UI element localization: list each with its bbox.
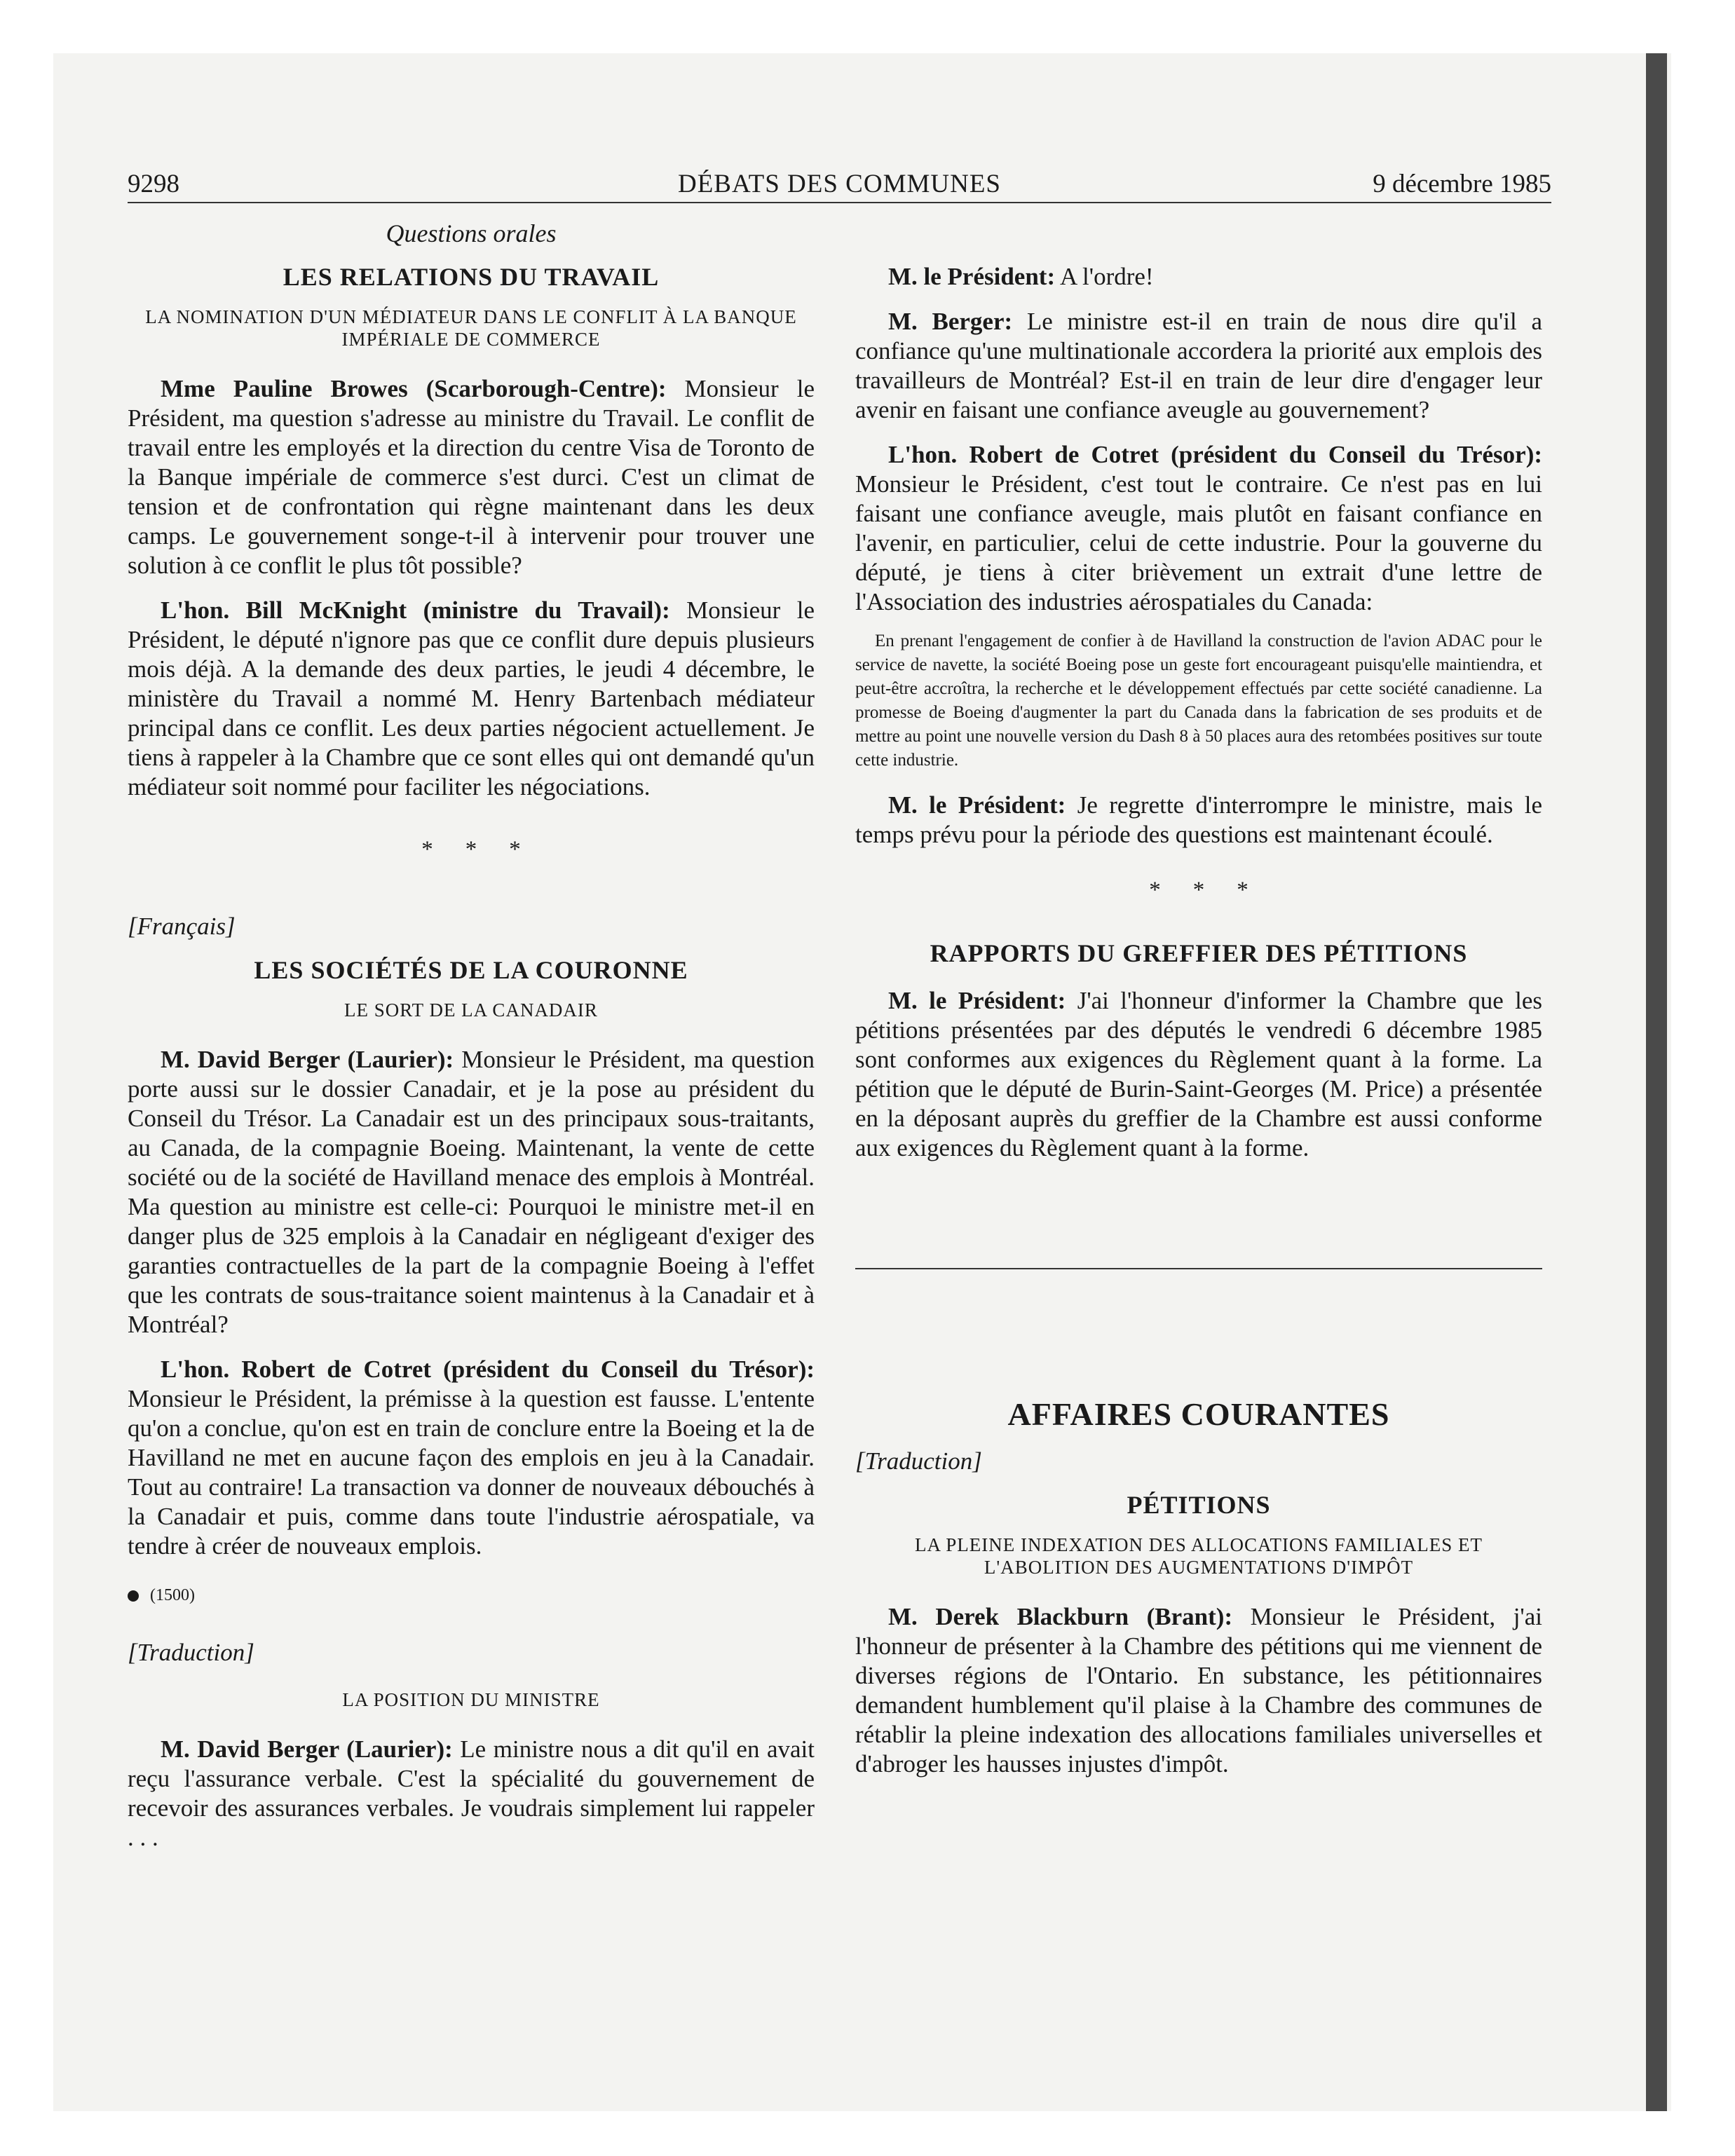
section-heading-major: AFFAIRES COURANTES xyxy=(1007,1396,1390,1432)
rubric: Questions orales xyxy=(386,219,557,247)
speech-text: A l'ordre! xyxy=(1055,263,1154,290)
time-stamp xyxy=(128,1581,815,1610)
speaker-name: L'hon. Robert de Cotret (président du Conseil du Trésor): xyxy=(888,441,1542,468)
speaker-name: L'hon. Robert de Cotret (président du Conseil du Trésor): xyxy=(161,1356,815,1383)
speech-text: Le ministre est-il en train de nous dire qu'il a confiance qu'une multinationale accordera la priorité aux emplois des travailleurs de Montréal? Est-il en train de leur dire d'engager leur avenir en faisant une confiance aveugle au gouvernement? xyxy=(855,308,1542,423)
speaker-name: M. David Berger (Laurier): xyxy=(161,1735,453,1763)
block-quote: En prenant l'engagement de confier à de Havilland la construction de l'avion ADAC pour le service de navette, la société Boeing pose un geste fort encourageant puisqu'elle maintiendra, et peut-être accroîtra, la recherche et le développement effectués par cette société canadienne. La promesse de Boeing d'augmenter la part du Canada dans la fabrication de ses produits et de mettre au point une nouvelle version du Dash 8 à 50 places aura des retombées positives sur toute cette industrie. xyxy=(855,632,1542,770)
speech-paragraph xyxy=(855,440,1542,617)
speech-text: Monsieur le Président, la prémisse à la question est fausse. L'entente qu'on a conclue, qu'on est en train de conclure entre la Boeing et la de Havilland ne met en aucune façon des emplois en jeu à la Canadair. Tout au contraire! La transaction va donner de nouveaux débouchés à la Canadair et puis, comme dans toute l'industrie aérospatiale, va tendre à créer de nouveaux emplois. xyxy=(128,1385,815,1560)
page-date: 9 décembre 1985 xyxy=(1373,170,1551,198)
section-heading: RAPPORTS DU GREFFIER DES PÉTITIONS xyxy=(930,939,1468,967)
section-heading: LES RELATIONS DU TRAVAIL xyxy=(283,263,660,291)
speaker-name: M. le Président: xyxy=(888,987,1066,1014)
speech-paragraph xyxy=(855,986,1542,1163)
section-separator: *** xyxy=(421,837,553,862)
speaker-name: Mme Pauline Browes (Scarborough-Centre): xyxy=(161,375,667,402)
subheading: LA NOMINATION D'UN MÉDIATEUR DANS LE CONFLIT À LA BANQUE IMPÉRIALE DE COMMERCE xyxy=(145,306,797,350)
divider-rule xyxy=(855,1268,1542,1269)
speech-paragraph xyxy=(855,307,1542,425)
language-marker: [Français] xyxy=(128,913,236,940)
speech-text: Monsieur le Président, j'ai l'honneur de présenter à la Chambre des pétitions qui me viennent de diverses régions de l'Ontario. En substance, les pétitionnaires demandent humblement qu'il plaise à la Chambre des communes de rétablir la pleine indexation des allocations familiales universelles et d'abroger les hausses injustes d'impôt. xyxy=(855,1603,1542,1778)
speech-paragraph xyxy=(855,1602,1542,1779)
page-header xyxy=(128,167,1551,203)
right-column xyxy=(855,216,1542,1794)
speech-text: J'ai l'honneur d'informer la Chambre que les pétitions présentées par des députés le vendredi 6 décembre 1985 sont conformes aux exigences du Règlement quant à la forme. La pétition que le député de Burin-Saint-Georges (M. Price) a présentée en la déposant auprès du greffier de la Chambre est aussi conforme aux exigences du Règlement quant à la forme. xyxy=(855,987,1542,1161)
subheading: LE SORT DE LA CANADAIR xyxy=(344,999,598,1021)
page-number: 9298 xyxy=(128,170,179,198)
subheading: LA PLEINE INDEXATION DES ALLOCATIONS FAMILIALES ET L'ABOLITION DES AUGMENTATIONS D'IMPÔT xyxy=(915,1534,1483,1578)
speech-paragraph xyxy=(128,374,815,580)
speaker-name: L'hon. Bill McKnight (ministre du Travail): xyxy=(161,596,670,624)
section-separator: *** xyxy=(1149,878,1281,903)
speech-paragraph xyxy=(128,596,815,802)
language-marker: [Traduction] xyxy=(128,1639,254,1666)
speech-paragraph xyxy=(128,1355,815,1561)
speech-text: Monsieur le Président, ma question porte aussi sur le dossier Canadair, et je la pose au président du Conseil du Trésor. La Canadair est un des principaux sous-traitants, au Canada, de la compagnie Boeing. Maintenant, la vente de cette société ou de la société de Havilland menace des emplois à Montréal. Ma question au ministre est celle-ci: Pourquoi le ministre met-il en danger plus de 325 emplois à la Canadair en négligeant d'exiger des garanties contractuelles de la part de la compagnie Boeing à l'effet que les contrats de sous-traitance soient maintenus à la Canadair et à Montréal? xyxy=(128,1046,815,1338)
speech-text: Monsieur le Président, c'est tout le contraire. Ce n'est pas en lui faisant une confiance aveugle, mais plutôt en faisant confiance en l'avenir, en particulier, celui de cette industrie. Pour la gouverne du député, je tiens à citer brièvement un extrait d'une lettre de l'Association des industries aérospatiales du Canada: xyxy=(855,470,1542,615)
publication-title: DÉBATS DES COMMUNES xyxy=(677,170,1001,198)
bullet-icon xyxy=(128,1590,139,1602)
section-heading: PÉTITIONS xyxy=(1127,1491,1271,1519)
speech-paragraph xyxy=(855,262,1542,292)
subheading: LA POSITION DU MINISTRE xyxy=(342,1689,600,1710)
speech-text: Je regrette d'interrompre le ministre, mais le temps prévu pour la période des questions est maintenant écoulé. xyxy=(855,791,1542,848)
speech-paragraph xyxy=(855,791,1542,850)
left-column xyxy=(128,216,815,1868)
scan-edge xyxy=(1646,53,1667,2111)
speech-paragraph xyxy=(128,1045,815,1339)
speaker-name: M. le Président: xyxy=(888,791,1066,819)
language-marker: [Traduction] xyxy=(855,1447,982,1475)
time-label: (1500) xyxy=(150,1586,195,1604)
speaker-name: M. Derek Blackburn (Brant): xyxy=(888,1603,1233,1630)
speaker-name: M. David Berger (Laurier): xyxy=(161,1046,454,1073)
speech-paragraph xyxy=(128,1735,815,1853)
speech-text: Le ministre nous a dit qu'il en avait reçu l'assurance verbale. C'est la spécialité du gouvernement de recevoir des assurances verbales. Je voudrais simplement lui rappeler . . . xyxy=(128,1735,815,1851)
speech-text: Monsieur le Président, le député n'ignore pas que ce conflit dure depuis plusieurs mois déjà. A la demande des deux parties, le jeudi 4 décembre, le ministère du Travail a nommé M. Henry Bartenbach médiateur principal dans ce conflit. Les deux parties négocient actuellement. Je tiens à rappeler à la Chambre que ce sont elles qui ont demandé qu'un médiateur soit nommé pour faciliter les négociations. xyxy=(128,596,815,800)
section-heading: LES SOCIÉTÉS DE LA COURONNE xyxy=(254,956,688,984)
speech-text: Monsieur le Président, ma question s'adresse au ministre du Travail. Le conflit de travail entre les employés et la direction du centre Visa de Toronto de la Banque impériale de commerce s'est durci. C'est un climat de tension et de confrontation qui règne maintenant dans les deux camps. Le gouvernement songe-t-il à intervenir pour trouver une solution à ce conflit le plus tôt possible? xyxy=(128,375,815,579)
speaker-name: M. le Président: xyxy=(888,263,1056,290)
speaker-name: M. Berger: xyxy=(888,308,1013,335)
